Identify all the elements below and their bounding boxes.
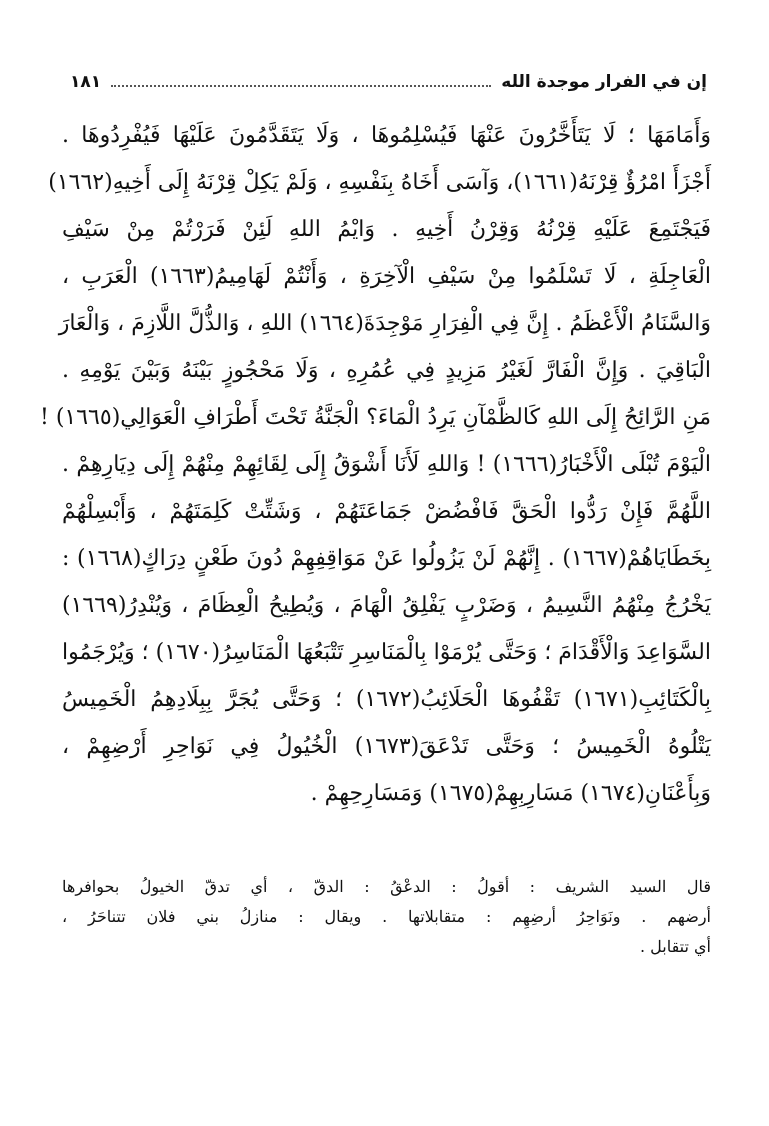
text-line: وَأَمَامَهَا ؛ لَا يَتَأَخَّرُونَ عَنْهَا فَيُسْلِمُوهَا ، وَلَا يَتَقَدَّمُونَ عَلَيْهَا فَيُفْرِدُوهَا .: [62, 123, 711, 148]
footnote-line: أرضهم . ونَوَاحِرُ أرضِهِم : متقابلاتها . ويقال : منازلُ بني فلان تتناحَرُ ،: [62, 907, 711, 926]
text-line: السَّوَاعِدَ وَالْأَقْدَامَ ؛ وَحَتَّى يُرْمَوْا بِالْمَنَاسِرِ تَتْبَعُهَا الْمَنَاسِرُ(١٦٧٠) ؛ وَيُرْجَمُوا: [62, 640, 711, 665]
text-line: اللَّهُمَّ فَإِنْ رَدُّوا الْحَقَّ فَافْضُضْ جَمَاعَتَهُمْ ، وَشَتِّتْ كَلِمَتَهُمْ ، وَأَبْسِلْهُمْ: [62, 499, 711, 524]
text-line: بِالْكَتَائِبِ(١٦٧١) تَقْفُوهَا الْحَلَائِبُ(١٦٧٢) ؛ وَحَتَّى يُجَرَّ بِبِلَادِهِمُ الْخَمِيسُ: [62, 687, 711, 712]
footnote-line: أي تتقابل .: [639, 937, 711, 956]
text-line: وَالسَّنَامُ الْأَعْظَمُ . إِنَّ فِي الْفِرَارِ مَوْجِدَةَ(١٦٦٤) اللهِ ، وَالذُّلَّ اللَّازِمَ ، وَالْعَارَ: [58, 311, 711, 336]
text-line: الْيَوْمَ تُبْلَى الْأَخْبَارُ(١٦٦٦) ! وَاللهِ لَأَنَا أَشْوَقُ إِلَى لِقَائِهِمْ مِنْهُمْ إِلَى دِيَارِهِمْ .: [62, 452, 711, 477]
page-header: [70, 62, 707, 102]
text-line: بِخَطَايَاهُمْ(١٦٦٧) . إِنَّهُمْ لَنْ يَزُولُوا عَنْ مَوَاقِفِهِمْ دُونَ طَعْنٍ دِرَاكٍ(١٦٦٨) :: [62, 546, 711, 571]
text-line: يَخْرُجُ مِنْهُمُ النَّسِيمُ ، وَضَرْبٍ يَفْلِقُ الْهَامَ ، وَيُطِيحُ الْعِظَامَ ، وَيُنْدِرُ(١٦٦٩): [62, 593, 711, 618]
text-line: يَتْلُوهُ الْخَمِيسُ ؛ وَحَتَّى تَدْعَقَ(١٦٧٣) الْخُيُولُ فِي نَوَاحِرِ أَرْضِهِمْ ،: [62, 734, 712, 759]
text-line: الْبَاقِيَ . وَإِنَّ الْفَارَّ لَغَيْرُ مَزِيدٍ فِي عُمُرِهِ ، وَلَا مَحْجُوزٍ بَيْنَهُ وَبَيْنَ يَوْمِهِ .: [62, 358, 711, 383]
footnote: [62, 872, 711, 962]
text-line: الْعَاجِلَةِ ، لَا تَسْلَمُوا مِنْ سَيْفِ الْآخِرَةِ ، وَأَنْتُمْ لَهَامِيمُ(١٦٦٣) الْعَرَبِ ،: [62, 264, 712, 289]
text-line: مَنِ الرَّائِحُ إِلَى اللهِ كَالظَّمْآنِ يَرِدُ الْمَاءَ؟ الْجَنَّةُ تَحْتَ أَطْرَافِ الْعَوَالِي(١٦٦٥) !: [40, 405, 711, 430]
footnote-line: قال السيد الشريف : أقولُ : الدعْقُ : الدقّ ، أي تدقّ الخيولُ بحوافرها: [62, 877, 711, 896]
text-line: فَيَجْتَمِعَ عَلَيْهِ قِرْنُهُ وَقِرْنُ أَخِيهِ . وَايْمُ اللهِ لَئِنْ فَرَرْتُمْ مِنْ سَيْفِ: [62, 217, 711, 242]
running-title: إن في الفرار موجدة الله: [501, 72, 707, 92]
dotted-leader: [111, 85, 491, 87]
page-number: ١٨١: [70, 72, 102, 92]
text-line: أَجْزَأَ امْرُؤٌ قِرْنَهُ(١٦٦١)، وَآسَى أَخَاهُ بِنَفْسِهِ ، وَلَمْ يَكِلْ قِرْنَهُ إِلَى أَخِيهِ(١٦٦٢): [48, 170, 711, 195]
main-text: [40, 112, 712, 817]
text-line: وَبِأَعْنَانِ(١٦٧٤) مَسَارِبِهِمْ(١٦٧٥) وَمَسَارِحِهِمْ .: [310, 781, 711, 806]
